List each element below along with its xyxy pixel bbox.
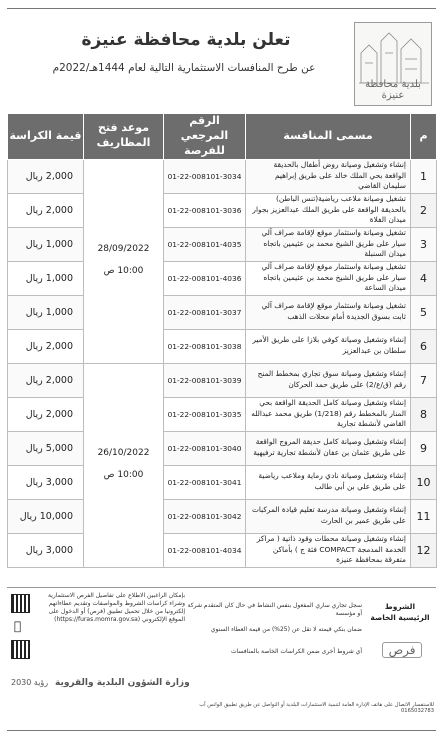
opening-date-group-1	[84, 159, 164, 363]
row-ref: 01-22-008101-3034	[164, 159, 246, 193]
row-price: 10,000 ريال	[8, 499, 84, 533]
row-ref: 01-22-008101-4035	[164, 227, 246, 261]
table-row	[8, 261, 437, 295]
row-no: 8	[411, 397, 437, 431]
table-row	[8, 499, 437, 533]
row-no: 12	[411, 533, 437, 567]
top-rule	[7, 8, 436, 9]
row-price: 5,000 ريال	[8, 431, 84, 465]
table-row	[8, 193, 437, 227]
header-date: موعد فتح المظاريف	[84, 114, 164, 160]
row-ref: 01-22-008101-4036	[164, 261, 246, 295]
row-no: 9	[411, 431, 437, 465]
row-ref: 01-22-008101-3035	[164, 397, 246, 431]
group-time: 10:00 ص	[103, 266, 144, 277]
tenders-table	[7, 113, 437, 568]
advertisement-page	[7, 8, 436, 732]
row-price: 2,000 ريال	[8, 329, 84, 363]
row-name: إنشاء وتشغيل وصيانة روض أطفال بالحديقة الواقعة بحي الملك خالد على طريق إبراهيم سليمان القاضي	[246, 159, 411, 193]
condition-item: أي شروط أخرى ضمن الكراسات الخاصة بالمنافسات	[230, 648, 362, 655]
logo-caption: بلدية محافظة عنيزة	[365, 79, 421, 101]
row-name: إنشاء وتشغيل وصيانة سوق تجاري بمخطط المنح رقم (ق/ع/2) على طريق حمد الحركان	[246, 363, 411, 397]
header-name: مسمى المنافسة	[246, 114, 411, 160]
header-ref: الرقم المرجعي للفرصة	[164, 114, 246, 160]
ministry-info: بإمكان الراغبين الاطلاع على تفاصيل الفرص الاستثمارية وشراء كراسات الشروط والمواصفات وتقديم عطاءاتهم إلكترونيا من خلال تحميل تطبيق (فرص) أو الدخول على الموقع الإلكتروني (https://furas.momra.gov.sa)	[48, 592, 185, 624]
conditions-box	[167, 592, 434, 692]
row-name: تشغيل وصيانة واستثمار موقع لإقامة صراف آلي سيار على طريق الشيخ محمد بن عثيمين باتجاه ميدان الساعة	[246, 261, 411, 295]
condition-item: ضمان بنكي قيمته لا تقل عن (25%) من قيمة العطاء السنوي	[210, 626, 362, 633]
row-no: 11	[411, 499, 437, 533]
apple-icon	[14, 619, 21, 633]
page-subtitle: عن طرح المنافسات الاستثمارية التالية لعام 1444هـ/2022م	[52, 62, 316, 74]
row-no: 3	[411, 227, 437, 261]
header	[7, 22, 436, 108]
header-no: م	[411, 114, 437, 160]
row-name: تشغيل وصيانة ملاعب رياضية(تنس الباطن) بالحديقة الواقعة على طريق الملك عبدالعزيز بجوار ميدان الفلاة	[246, 193, 411, 227]
row-no: 7	[411, 363, 437, 397]
row-price: 2,000 ريال	[8, 159, 84, 193]
row-ref: 01-22-008101-3038	[164, 329, 246, 363]
bottom-rule	[7, 730, 436, 731]
row-price: 2,000 ريال	[8, 193, 84, 227]
row-no: 5	[411, 295, 437, 329]
qr-code-icon	[11, 640, 30, 659]
row-no: 6	[411, 329, 437, 363]
contact-note: للاستفسار الاتصال على هاتف الإدارة العامة لتنمية الاستثمارات البلدية أو التواصل عن طريق تطبيق الواتس آب 0165032783	[199, 702, 434, 714]
footer	[7, 587, 436, 721]
qr-code-icon	[11, 594, 30, 613]
row-name: تشغيل وصيانة واستثمار موقع لإقامة صراف آلي سيار على طريق الشيخ محمد بن عثيمين باتجاه ميدان السنبلة	[246, 227, 411, 261]
row-price: 3,000 ريال	[8, 533, 84, 567]
row-no: 1	[411, 159, 437, 193]
row-price: 1,000 ريال	[8, 295, 84, 329]
row-price: 3,000 ريال	[8, 465, 84, 499]
group-date: 26/10/2022	[97, 448, 150, 459]
row-ref: 01-22-008101-3042	[164, 499, 246, 533]
row-name: إنشاء وتشغيل وصيانة كوفي بلازا على طريق الأمير سلطان بن عبدالعزيز	[246, 329, 411, 363]
header-price: قيمة الكراسة	[8, 114, 84, 160]
row-name: تشغيل وصيانة واستثمار موقع لإقامة صراف آلي ثابت بسوق الجديدة أمام محلات الذهب	[246, 295, 411, 329]
row-price: 2,000 ريال	[8, 363, 84, 397]
municipality-logo	[354, 22, 432, 106]
table-header-row	[8, 114, 437, 160]
row-name: إنشاء وتشغيل وصيانة محطات وقود ذاتية ( مراكز الخدمة المدمجة COMPACT فئة ج ) بأماكن متفرقة بمحافظة عنيزة	[246, 533, 411, 567]
row-ref: 01-22-008101-4034	[164, 533, 246, 567]
row-price: 2,000 ريال	[8, 397, 84, 431]
group-time: 10:00 ص	[103, 470, 144, 481]
row-no: 2	[411, 193, 437, 227]
table-row	[8, 465, 437, 499]
group-date: 28/09/2022	[97, 244, 150, 255]
page-title: تعلن بلدية محافظة عنيزة	[81, 30, 291, 50]
table-row	[8, 159, 437, 193]
table-row	[8, 533, 437, 567]
opening-date-group-2	[84, 363, 164, 567]
row-price: 1,000 ريال	[8, 227, 84, 261]
ministry-logo: وزارة الشؤون البلدية والقروية	[55, 678, 190, 688]
row-no: 4	[411, 261, 437, 295]
condition-item: سجل تجاري ساري المفعول بنفس النشاط في حال كان المتقدم شركة أو مؤسسة	[187, 602, 362, 618]
row-ref: 01-22-008101-3036	[164, 193, 246, 227]
table-row	[8, 329, 437, 363]
row-price: 1,000 ريال	[8, 261, 84, 295]
row-no: 10	[411, 465, 437, 499]
row-ref: 01-22-008101-3040	[164, 431, 246, 465]
table-row	[8, 295, 437, 329]
row-ref: 01-22-008101-3039	[164, 363, 246, 397]
row-name: إنشاء وتشغيل وصيانة مدرسة تعليم قيادة المركبات على طريق عمير بن الحارث	[246, 499, 411, 533]
table-row	[8, 363, 437, 397]
row-name: إنشاء وتشغيل وصيانة نادي رماية وملاعب رياضية على طريق علي بن أبي طالب	[246, 465, 411, 499]
table-row	[8, 227, 437, 261]
table-row	[8, 397, 437, 431]
vision-logo: رؤية 2030	[11, 678, 49, 687]
conditions-title: الشروط الرئيسية الخاصة	[370, 602, 430, 622]
row-ref: 01-22-008101-3037	[164, 295, 246, 329]
table-row	[8, 431, 437, 465]
row-name: إنشاء وتشغيل وصيانة كامل الحديقة الواقعة بحي المنار بالمخطط رقم (1/218) طريق محمد عبدالله القاضي لأنشطة تجارية	[246, 397, 411, 431]
row-ref: 01-22-008101-3041	[164, 465, 246, 499]
row-name: إنشاء وتشغيل وصيانة كامل حديقة المروج الواقعة على طريق عثمان بن عفان لأنشطة تجارية ترفيهية	[246, 431, 411, 465]
furas-logo: فرص	[382, 642, 422, 658]
